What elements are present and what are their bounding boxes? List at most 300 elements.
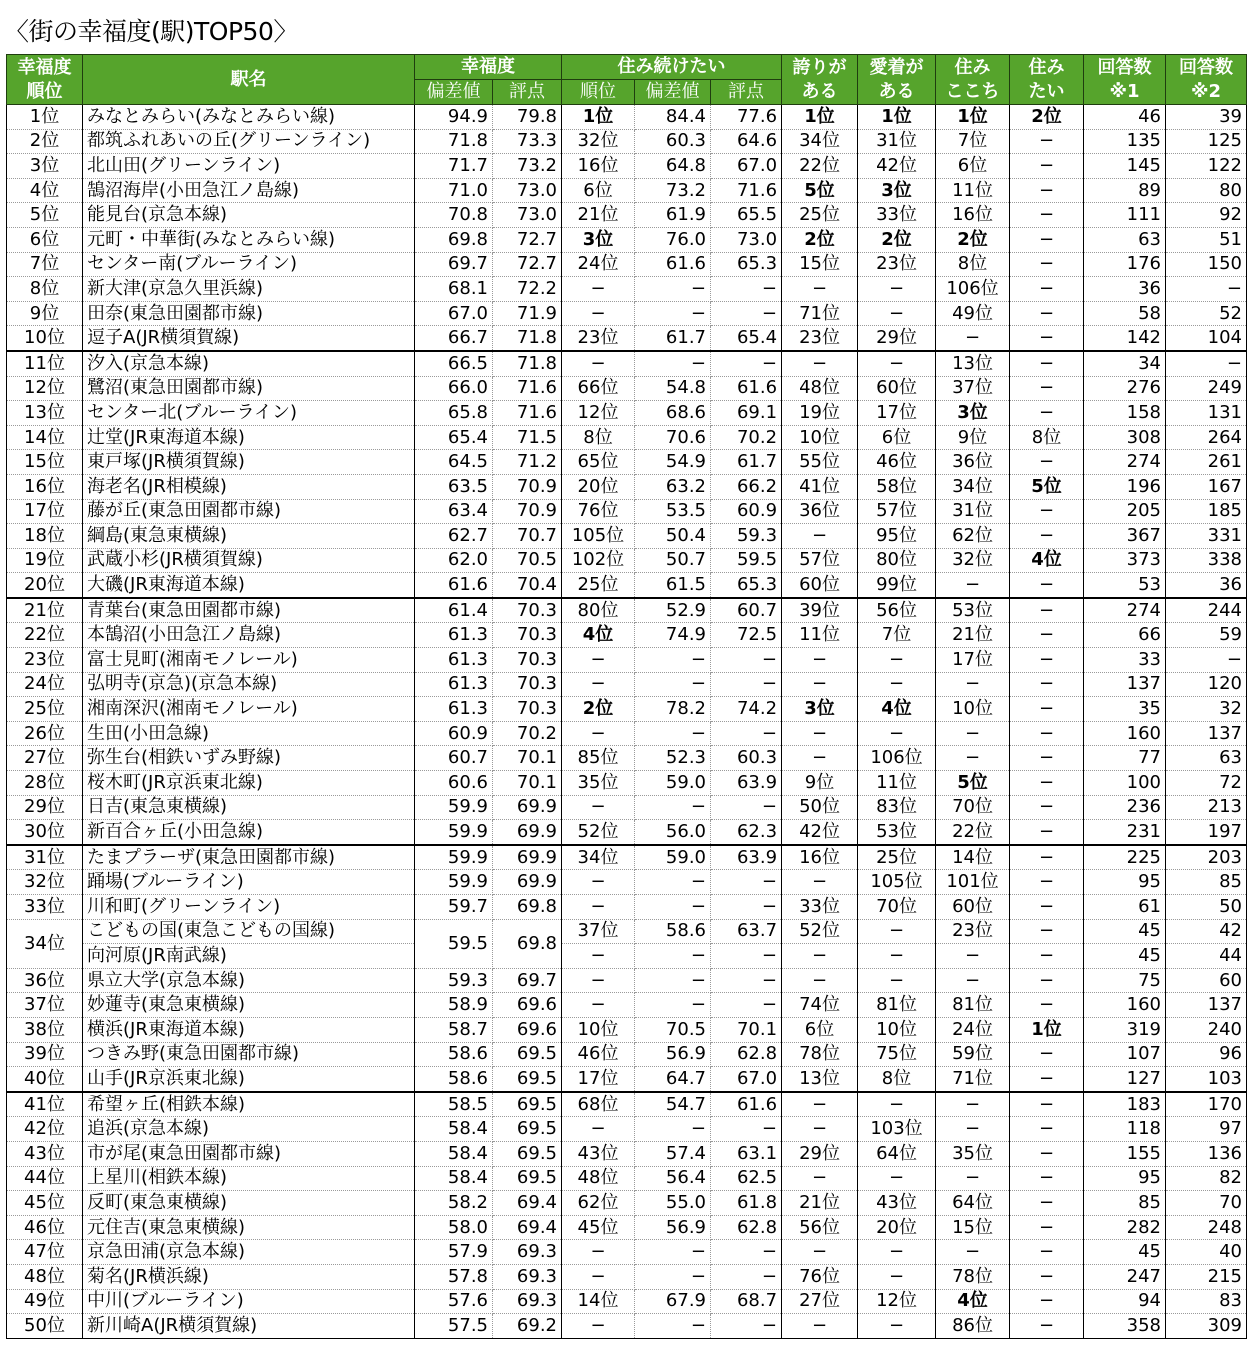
- comfort-rank: 11位: [936, 178, 1010, 203]
- want-dev: −: [635, 1314, 711, 1339]
- pride-rank: −: [782, 648, 858, 673]
- attachment-rank: −: [858, 1166, 936, 1191]
- want-dev: 61.7: [635, 326, 711, 351]
- responses-2: 137: [1166, 721, 1247, 746]
- ranking-table: [6, 54, 1247, 1339]
- attachment-rank: 105位: [858, 870, 936, 895]
- comfort-rank: −: [936, 1092, 1010, 1117]
- station-name: 辻堂(JR東海道本線): [83, 425, 415, 450]
- want-dev: 60.3: [635, 129, 711, 154]
- rank: 42位: [7, 1117, 83, 1142]
- attachment-rank: 43位: [858, 1191, 936, 1216]
- attachment-rank: −: [858, 1240, 936, 1265]
- station-name: 希望ヶ丘(相鉄本線): [83, 1092, 415, 1117]
- want-rank: 102位: [562, 548, 635, 573]
- station-name: 本鵠沼(小田急江ノ島線): [83, 623, 415, 648]
- desire-rank: −: [1010, 993, 1084, 1018]
- rank: 1位: [7, 105, 83, 130]
- desire-rank: −: [1010, 919, 1084, 944]
- happiness-score: 71.8: [493, 351, 562, 376]
- station-name: 海老名(JR相模線): [83, 474, 415, 499]
- pride-rank: 2位: [782, 227, 858, 252]
- want-dev: 84.4: [635, 105, 711, 130]
- attachment-rank: 42位: [858, 154, 936, 179]
- responses-2: 96: [1166, 1042, 1247, 1067]
- want-score: 68.7: [711, 1289, 782, 1314]
- pride-rank: −: [782, 351, 858, 376]
- happiness-score: 69.8: [493, 919, 562, 968]
- want-score: 65.3: [711, 573, 782, 598]
- responses-1: 100: [1084, 771, 1166, 796]
- comfort-rank: 9位: [936, 425, 1010, 450]
- responses-1: 236: [1084, 795, 1166, 820]
- table-row: [7, 697, 1247, 722]
- attachment-rank: −: [858, 672, 936, 697]
- station-name: 鵠沼海岸(小田急江ノ島線): [83, 178, 415, 203]
- want-rank: 76位: [562, 499, 635, 524]
- want-score: 61.6: [711, 1092, 782, 1117]
- pride-rank: −: [782, 944, 858, 969]
- comfort-rank: 24位: [936, 1017, 1010, 1042]
- comfort-rank: 35位: [936, 1141, 1010, 1166]
- want-rank: −: [562, 1117, 635, 1142]
- rank: 21位: [7, 598, 83, 623]
- responses-1: 155: [1084, 1141, 1166, 1166]
- happiness-dev: 57.9: [415, 1240, 493, 1265]
- table-row: [7, 1042, 1247, 1067]
- want-rank: 35位: [562, 771, 635, 796]
- happiness-dev: 61.3: [415, 697, 493, 722]
- comfort-rank: 5位: [936, 771, 1010, 796]
- attachment-rank: 60位: [858, 376, 936, 401]
- comfort-rank: 21位: [936, 623, 1010, 648]
- happiness-score: 69.7: [493, 968, 562, 993]
- want-dev: −: [635, 1240, 711, 1265]
- header-want-live: 住み続けたい: [562, 55, 782, 80]
- happiness-dev: 59.9: [415, 870, 493, 895]
- responses-2: 40: [1166, 1240, 1247, 1265]
- station-name: 山手(JR京浜東北線): [83, 1067, 415, 1092]
- want-dev: 53.5: [635, 499, 711, 524]
- rank: 11位: [7, 351, 83, 376]
- comfort-rank: 10位: [936, 697, 1010, 722]
- pride-rank: 55位: [782, 450, 858, 475]
- pride-rank: 56位: [782, 1215, 858, 1240]
- responses-1: 319: [1084, 1017, 1166, 1042]
- responses-2: 39: [1166, 105, 1247, 130]
- rank: 38位: [7, 1017, 83, 1042]
- responses-1: 45: [1084, 919, 1166, 944]
- responses-2: 92: [1166, 203, 1247, 228]
- happiness-dev: 58.6: [415, 1067, 493, 1092]
- station-name: 川和町(グリーンライン): [83, 895, 415, 920]
- table-row: [7, 1240, 1247, 1265]
- responses-1: 308: [1084, 425, 1166, 450]
- want-score: 66.2: [711, 474, 782, 499]
- header-comfort: [936, 55, 1010, 105]
- want-rank: 25位: [562, 573, 635, 598]
- want-score: 62.8: [711, 1215, 782, 1240]
- want-score: 67.0: [711, 154, 782, 179]
- want-dev: 56.0: [635, 820, 711, 845]
- responses-1: 231: [1084, 820, 1166, 845]
- station-name: 反町(東急東横線): [83, 1191, 415, 1216]
- pride-rank: 22位: [782, 154, 858, 179]
- happiness-score: 69.4: [493, 1191, 562, 1216]
- responses-1: 135: [1084, 129, 1166, 154]
- responses-1: 85: [1084, 1191, 1166, 1216]
- responses-2: 244: [1166, 598, 1247, 623]
- desire-rank: −: [1010, 820, 1084, 845]
- comfort-rank: 16位: [936, 203, 1010, 228]
- rank: 34位: [7, 919, 83, 968]
- want-dev: 54.9: [635, 450, 711, 475]
- table-row: [7, 1215, 1247, 1240]
- desire-rank: −: [1010, 203, 1084, 228]
- responses-2: 103: [1166, 1067, 1247, 1092]
- happiness-dev: 61.3: [415, 623, 493, 648]
- want-rank: −: [562, 993, 635, 1018]
- pride-rank: 21位: [782, 1191, 858, 1216]
- pride-rank: −: [782, 870, 858, 895]
- station-name: 逗子A(JR横須賀線): [83, 326, 415, 351]
- desire-rank: −: [1010, 1042, 1084, 1067]
- responses-1: 358: [1084, 1314, 1166, 1339]
- attachment-rank: −: [858, 648, 936, 673]
- responses-1: 36: [1084, 277, 1166, 302]
- pride-rank: 48位: [782, 376, 858, 401]
- responses-2: 240: [1166, 1017, 1247, 1042]
- desire-rank: −: [1010, 944, 1084, 969]
- want-score: 71.6: [711, 178, 782, 203]
- rank: 22位: [7, 623, 83, 648]
- responses-2: 85: [1166, 870, 1247, 895]
- want-rank: 65位: [562, 450, 635, 475]
- pride-rank: −: [782, 1314, 858, 1339]
- rank: 50位: [7, 1314, 83, 1339]
- responses-2: 82: [1166, 1166, 1247, 1191]
- attachment-rank: 31位: [858, 129, 936, 154]
- responses-2: 120: [1166, 672, 1247, 697]
- responses-1: 137: [1084, 672, 1166, 697]
- desire-rank: −: [1010, 598, 1084, 623]
- want-rank: −: [562, 1264, 635, 1289]
- pride-rank: 3位: [782, 697, 858, 722]
- table-row: [7, 598, 1247, 623]
- desire-rank: −: [1010, 326, 1084, 351]
- station-name: 日吉(東急東横線): [83, 795, 415, 820]
- want-score: 60.3: [711, 746, 782, 771]
- happiness-score: 70.3: [493, 697, 562, 722]
- want-dev: −: [635, 968, 711, 993]
- header-name: 駅名: [83, 55, 415, 105]
- table-row: [7, 178, 1247, 203]
- want-score: −: [711, 277, 782, 302]
- attachment-rank: 103位: [858, 1117, 936, 1142]
- happiness-dev: 94.9: [415, 105, 493, 130]
- attachment-rank: 17位: [858, 401, 936, 426]
- comfort-rank: 15位: [936, 1215, 1010, 1240]
- happiness-dev: 71.0: [415, 178, 493, 203]
- happiness-dev: 58.7: [415, 1017, 493, 1042]
- want-dev: −: [635, 721, 711, 746]
- desire-rank: −: [1010, 1117, 1084, 1142]
- responses-2: 97: [1166, 1117, 1247, 1142]
- table-row: [7, 919, 1247, 944]
- desire-rank: 8位: [1010, 425, 1084, 450]
- comfort-rank: 81位: [936, 993, 1010, 1018]
- comfort-rank: 37位: [936, 376, 1010, 401]
- rank: 4位: [7, 178, 83, 203]
- want-score: 61.6: [711, 376, 782, 401]
- station-name: 中川(ブルーライン): [83, 1289, 415, 1314]
- comfort-rank: 62位: [936, 524, 1010, 549]
- header-responses-1-text: 回答数 ※1: [1097, 56, 1152, 102]
- happiness-dev: 62.7: [415, 524, 493, 549]
- rank: 27位: [7, 746, 83, 771]
- responses-1: 118: [1084, 1117, 1166, 1142]
- header-desire-text: 住み たい: [1028, 56, 1065, 102]
- happiness-dev: 66.5: [415, 351, 493, 376]
- station-name: 湘南深沢(湘南モノレール): [83, 697, 415, 722]
- desire-rank: −: [1010, 697, 1084, 722]
- rank: 44位: [7, 1166, 83, 1191]
- rank: 24位: [7, 672, 83, 697]
- responses-2: 70: [1166, 1191, 1247, 1216]
- table-row: [7, 573, 1247, 598]
- station-name: 妙蓮寺(東急東横線): [83, 993, 415, 1018]
- station-name: 生田(小田急線): [83, 721, 415, 746]
- happiness-score: 69.8: [493, 895, 562, 920]
- want-score: 63.9: [711, 771, 782, 796]
- pride-rank: 36位: [782, 499, 858, 524]
- rank: 39位: [7, 1042, 83, 1067]
- rank: 29位: [7, 795, 83, 820]
- want-score: 65.3: [711, 252, 782, 277]
- want-rank: −: [562, 870, 635, 895]
- desire-rank: −: [1010, 968, 1084, 993]
- header-want-dev: 偏差値: [635, 80, 711, 105]
- happiness-score: 69.6: [493, 1017, 562, 1042]
- want-rank: −: [562, 351, 635, 376]
- table-row: [7, 548, 1247, 573]
- want-dev: −: [635, 895, 711, 920]
- happiness-score: 70.9: [493, 474, 562, 499]
- happiness-score: 70.7: [493, 524, 562, 549]
- desire-rank: −: [1010, 1289, 1084, 1314]
- desire-rank: −: [1010, 672, 1084, 697]
- want-dev: 61.9: [635, 203, 711, 228]
- happiness-score: 70.4: [493, 573, 562, 598]
- want-dev: −: [635, 795, 711, 820]
- want-dev: −: [635, 648, 711, 673]
- desire-rank: −: [1010, 1092, 1084, 1117]
- want-score: 59.5: [711, 548, 782, 573]
- rank: 40位: [7, 1067, 83, 1092]
- attachment-rank: 29位: [858, 326, 936, 351]
- want-rank: 62位: [562, 1191, 635, 1216]
- want-rank: −: [562, 1314, 635, 1339]
- responses-2: 136: [1166, 1141, 1247, 1166]
- happiness-dev: 64.5: [415, 450, 493, 475]
- want-score: −: [711, 944, 782, 969]
- want-score: 62.8: [711, 1042, 782, 1067]
- pride-rank: −: [782, 1092, 858, 1117]
- happiness-score: 73.2: [493, 154, 562, 179]
- happiness-dev: 62.0: [415, 548, 493, 573]
- happiness-score: 73.3: [493, 129, 562, 154]
- station-name: 田奈(東急田園都市線): [83, 301, 415, 326]
- want-dev: −: [635, 351, 711, 376]
- comfort-rank: −: [936, 672, 1010, 697]
- happiness-score: 69.6: [493, 993, 562, 1018]
- responses-2: 131: [1166, 401, 1247, 426]
- rank: 10位: [7, 326, 83, 351]
- table-row: [7, 1092, 1247, 1117]
- happiness-dev: 59.9: [415, 845, 493, 870]
- happiness-score: 73.0: [493, 178, 562, 203]
- page-title: 〈街の幸福度(駅)TOP50〉: [4, 17, 298, 46]
- station-name: 北山田(グリーンライン): [83, 154, 415, 179]
- station-name: 市が尾(東急田園都市線): [83, 1141, 415, 1166]
- attachment-rank: −: [858, 1264, 936, 1289]
- rank: 12位: [7, 376, 83, 401]
- happiness-score: 73.0: [493, 203, 562, 228]
- comfort-rank: 2位: [936, 227, 1010, 252]
- want-score: 60.7: [711, 598, 782, 623]
- header-happiness-score: 評点: [493, 80, 562, 105]
- attachment-rank: 80位: [858, 548, 936, 573]
- attachment-rank: 7位: [858, 623, 936, 648]
- pride-rank: 60位: [782, 573, 858, 598]
- rank: 16位: [7, 474, 83, 499]
- want-rank: −: [562, 277, 635, 302]
- want-rank: −: [562, 968, 635, 993]
- desire-rank: −: [1010, 1240, 1084, 1265]
- station-name: 新百合ヶ丘(小田急線): [83, 820, 415, 845]
- desire-rank: −: [1010, 795, 1084, 820]
- happiness-score: 69.3: [493, 1289, 562, 1314]
- happiness-dev: 65.8: [415, 401, 493, 426]
- desire-rank: −: [1010, 771, 1084, 796]
- desire-rank: −: [1010, 845, 1084, 870]
- table-row: [7, 450, 1247, 475]
- want-rank: 105位: [562, 524, 635, 549]
- rank: 46位: [7, 1215, 83, 1240]
- want-rank: 20位: [562, 474, 635, 499]
- responses-1: 34: [1084, 351, 1166, 376]
- table-row: [7, 721, 1247, 746]
- table-row: [7, 944, 1247, 969]
- header-happiness-dev: 偏差値: [415, 80, 493, 105]
- desire-rank: −: [1010, 154, 1084, 179]
- want-dev: 56.9: [635, 1042, 711, 1067]
- comfort-rank: 31位: [936, 499, 1010, 524]
- attachment-rank: 58位: [858, 474, 936, 499]
- responses-1: 46: [1084, 105, 1166, 130]
- table-row: [7, 129, 1247, 154]
- station-name: 向河原(JR南武線): [83, 944, 415, 969]
- table-row: [7, 277, 1247, 302]
- header-want-score: 評点: [711, 80, 782, 105]
- table-row: [7, 870, 1247, 895]
- header-responses-2: [1166, 55, 1247, 105]
- happiness-score: 69.3: [493, 1264, 562, 1289]
- table-row: [7, 252, 1247, 277]
- want-rank: 37位: [562, 919, 635, 944]
- responses-1: 176: [1084, 252, 1166, 277]
- pride-rank: 39位: [782, 598, 858, 623]
- responses-1: 94: [1084, 1289, 1166, 1314]
- happiness-score: 69.9: [493, 870, 562, 895]
- responses-1: 160: [1084, 721, 1166, 746]
- responses-1: 75: [1084, 968, 1166, 993]
- attachment-rank: 20位: [858, 1215, 936, 1240]
- comfort-rank: −: [936, 1240, 1010, 1265]
- happiness-score: 69.9: [493, 845, 562, 870]
- pride-rank: 1位: [782, 105, 858, 130]
- responses-2: −: [1166, 277, 1247, 302]
- happiness-dev: 58.6: [415, 1042, 493, 1067]
- comfort-rank: −: [936, 1117, 1010, 1142]
- responses-1: 196: [1084, 474, 1166, 499]
- table-row: [7, 845, 1247, 870]
- table-row: [7, 351, 1247, 376]
- responses-2: −: [1166, 351, 1247, 376]
- responses-2: 338: [1166, 548, 1247, 573]
- happiness-score: 70.1: [493, 771, 562, 796]
- desire-rank: −: [1010, 623, 1084, 648]
- table-row: [7, 623, 1247, 648]
- table-row: [7, 895, 1247, 920]
- rank: 33位: [7, 895, 83, 920]
- responses-1: 274: [1084, 598, 1166, 623]
- table-row: [7, 795, 1247, 820]
- responses-1: 95: [1084, 1166, 1166, 1191]
- rank: 17位: [7, 499, 83, 524]
- comfort-rank: 78位: [936, 1264, 1010, 1289]
- comfort-rank: −: [936, 573, 1010, 598]
- pride-rank: 78位: [782, 1042, 858, 1067]
- happiness-dev: 59.9: [415, 795, 493, 820]
- comfort-rank: −: [936, 944, 1010, 969]
- want-score: −: [711, 1314, 782, 1339]
- want-dev: 59.0: [635, 771, 711, 796]
- responses-2: 197: [1166, 820, 1247, 845]
- happiness-score: 71.9: [493, 301, 562, 326]
- desire-rank: −: [1010, 746, 1084, 771]
- pride-rank: 6位: [782, 1017, 858, 1042]
- responses-2: 104: [1166, 326, 1247, 351]
- want-rank: −: [562, 301, 635, 326]
- want-rank: 85位: [562, 746, 635, 771]
- comfort-rank: 7位: [936, 129, 1010, 154]
- want-dev: −: [635, 277, 711, 302]
- pride-rank: −: [782, 277, 858, 302]
- happiness-dev: 66.7: [415, 326, 493, 351]
- attachment-rank: 99位: [858, 573, 936, 598]
- comfort-rank: 13位: [936, 351, 1010, 376]
- rank: 26位: [7, 721, 83, 746]
- attachment-rank: 11位: [858, 771, 936, 796]
- responses-2: 167: [1166, 474, 1247, 499]
- want-dev: 67.9: [635, 1289, 711, 1314]
- header-pride: [782, 55, 858, 105]
- happiness-dev: 57.8: [415, 1264, 493, 1289]
- desire-rank: −: [1010, 178, 1084, 203]
- pride-rank: 33位: [782, 895, 858, 920]
- comfort-rank: −: [936, 326, 1010, 351]
